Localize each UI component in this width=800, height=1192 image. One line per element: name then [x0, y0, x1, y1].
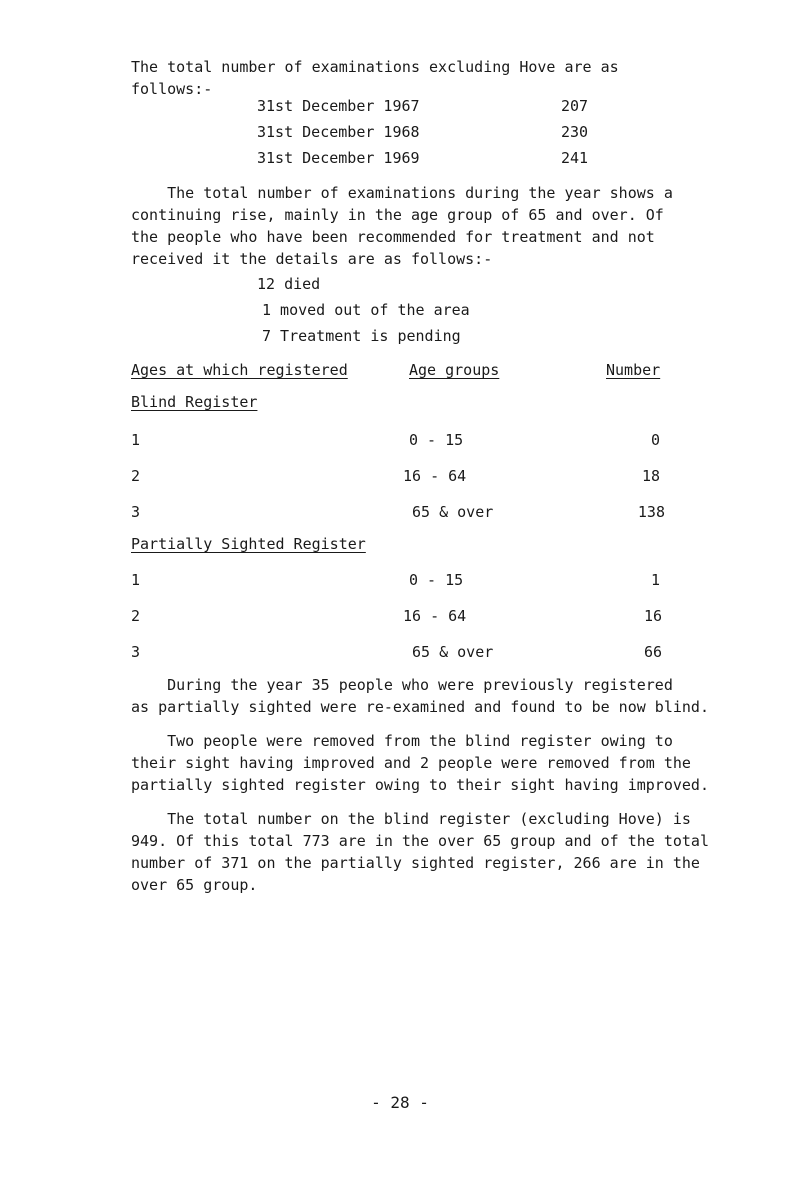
header-number: Number — [606, 361, 661, 379]
exam-date-2: 31st December 1968 — [257, 123, 420, 141]
partial-row-3-number: 66 — [643, 643, 662, 661]
blind-row-2-number: 18 — [641, 467, 660, 485]
partial-row-1-group: 0 - 15 — [409, 571, 464, 589]
partial-row-1-number: 1 — [650, 571, 660, 589]
intro-paragraph: The total number of examinations excluding Hove are as follows:- — [131, 58, 619, 98]
removed-paragraph: Two people were removed from the blind register owing to their sight having improved and 2 people were removed from the partially sighted register owing to their sight having improved. — [131, 732, 709, 794]
outcome-pending: 7 Treatment is pending — [262, 327, 461, 345]
exam-date-3: 31st December 1969 — [257, 149, 420, 167]
totals-paragraph: The total number on the blind register (excluding Hove) is 949. Of this total 773 are in the over 65 group and of the total number of 371 on the partially sighted register, 266 are in the over 65 group. — [131, 810, 709, 894]
reexamined-paragraph: During the year 35 people who were previously registered as partially sighted were re-examined and found to be now blind. — [131, 676, 709, 716]
partial-row-2-number: 16 — [643, 607, 662, 625]
blind-row-2-index: 2 — [131, 467, 141, 485]
header-ages-registered: Ages at which registered — [131, 361, 348, 379]
blind-row-1-index: 1 — [131, 431, 141, 449]
exam-count-2: 230 — [561, 123, 589, 141]
blind-row-2-group: 16 - 64 — [403, 467, 467, 485]
blind-row-3-index: 3 — [131, 503, 141, 521]
partial-register-title: Partially Sighted Register — [131, 535, 366, 553]
partial-row-2-index: 2 — [131, 607, 141, 625]
blind-row-3-group: 65 & over — [412, 503, 494, 521]
exam-count-3: 241 — [561, 149, 589, 167]
partial-row-3-index: 3 — [131, 643, 141, 661]
blind-register-title: Blind Register — [131, 393, 258, 411]
exam-count-1: 207 — [561, 97, 589, 115]
page-number: - 28 - — [371, 1093, 429, 1112]
partial-row-3-group: 65 & over — [412, 643, 494, 661]
trend-paragraph: The total number of examinations during the year shows a continuing rise, mainly in the age group of 65 and over. Of the people who have been recommended for treatment and not received it the details are as follows:- — [131, 184, 673, 268]
outcome-moved: 1 moved out of the area — [262, 301, 470, 319]
header-age-groups: Age groups — [409, 361, 500, 379]
blind-row-1-number: 0 — [650, 431, 660, 449]
outcome-died: 12 died — [257, 275, 321, 293]
exam-date-1: 31st December 1967 — [257, 97, 420, 115]
partial-row-2-group: 16 - 64 — [403, 607, 467, 625]
blind-row-3-number: 138 — [637, 503, 665, 521]
partial-row-1-index: 1 — [131, 571, 141, 589]
blind-row-1-group: 0 - 15 — [409, 431, 464, 449]
